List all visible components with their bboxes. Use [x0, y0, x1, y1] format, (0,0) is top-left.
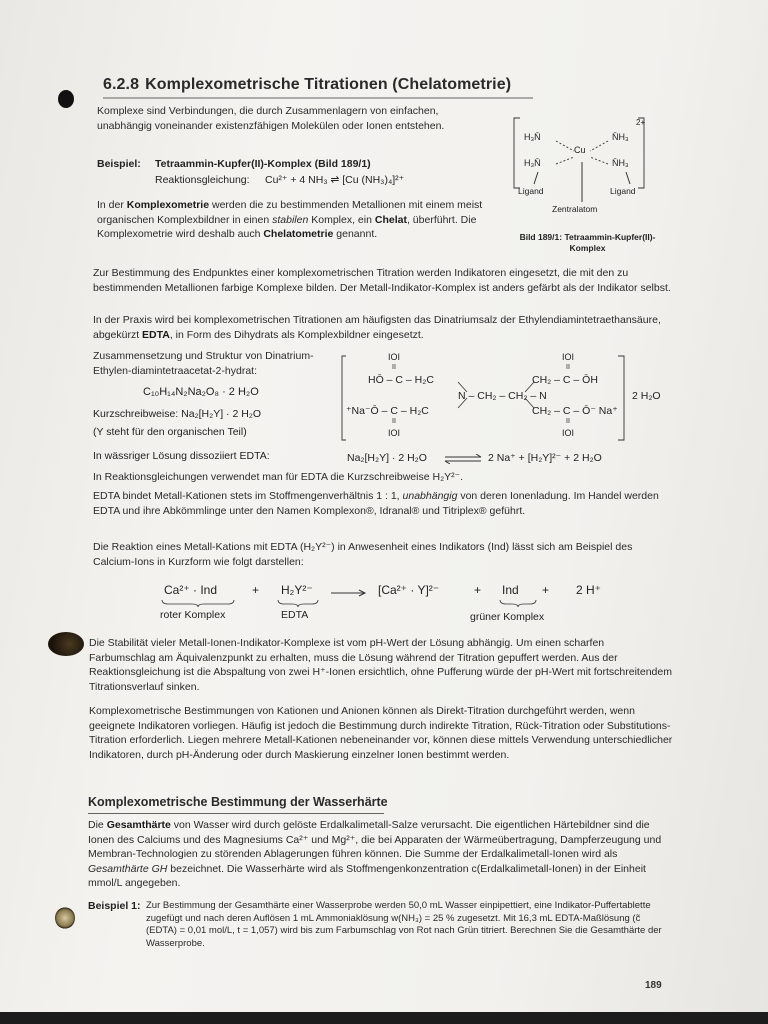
carbonyl-oxygen: IOI [562, 428, 575, 438]
section-heading [103, 76, 511, 94]
label-red-complex: roter Komplex [160, 609, 226, 621]
water-hardness-heading: Komplexometrische Bestimmung der Wasserhärte [88, 795, 388, 809]
reaction-intro: Die Reaktion eines Metall-Kations mit EDTA (H₂Y²⁻) in Anwesenheit eines Indikators (Ind) lässt sich am Beispiel des Calcium-Ions in Kurzform wie folgt darstellen: [93, 541, 633, 568]
edta-row1-right: CH₂ – C – ŌH [532, 374, 598, 386]
equation-label: Reaktionsgleichung: [155, 174, 250, 186]
heading-underline [103, 96, 533, 100]
reaction-term-protons: 2 H⁺ [576, 583, 602, 597]
tetraammin-figure [512, 114, 650, 218]
intro-text: Komplexe sind Verbindungen, die durch Zusammenlagern von einfachen, unabhängig voneinander existenzfähigen Molekülen oder Ionen entstehen. [97, 105, 445, 132]
edta-short-label: Kurzschreibweise: Na₂[H₂Y] · 2 H₂O [93, 408, 262, 420]
carbonyl-oxygen: IOI [562, 352, 575, 362]
scan-edge [0, 1012, 768, 1024]
stability-paragraph: Die Stabilität vieler Metall-Ionen-Indikator-Komplexe ist vom pH-Wert der Lösung abhängig. Um einen scharfen Farbumschlag am Äquivalenzpunkt zu erhalten, muss die Lösung während der Titration gepuffert werden. Aus der Reaktionsgleichung ist die Abspaltung von zwei H⁺-Ionen ersichtlich, ohne Pufferung würde der pH-Wert mit fortschreitendem Titrationsverlauf sinken. [89, 637, 672, 693]
example-title: Tetraammin-Kupfer(II)-Komplex (Bild 189/1) [155, 158, 371, 170]
reaction-term-ca-ind: Ca²⁺ · Ind [164, 583, 218, 597]
ligand-nh3: N̄H₃ [612, 132, 629, 142]
hydrate-water: 2 H₂O [632, 390, 661, 402]
edta-intro: In der Praxis wird bei komplexometrischen Titrationen am häufigsten das Dinatriumsalz der Ethylendiamintetraethansäure, abgekürzt EDTA, in Form des Dihydrats als Komplexbildner eingesetzt. [93, 314, 661, 341]
double-bond: II [566, 418, 570, 425]
reaction-term-ca-y: [Ca²⁺ · Y]²⁻ [378, 583, 440, 597]
dissociation-label: In wässriger Lösung dissoziiert EDTA: [93, 450, 270, 462]
ligand-label: Ligand [610, 186, 636, 196]
ligand-nh3: N̄H₃ [612, 158, 629, 168]
reaction-term-ind: Ind [502, 583, 519, 597]
section-number: 6.2.8 [103, 76, 140, 93]
edta-binding-paragraph: EDTA bindet Metall-Kationen stets im Stoffmengenverhältnis 1 : 1, unabhängig von deren Ionenladung. Im Handel werden EDTA und ihre Abkömmlinge unter den Namen Komplexon®, Idranal® und Titriplex® geführt. [93, 490, 659, 517]
edta-row2-left: ⁺Na⁻Ō – C – H₂C [346, 405, 429, 417]
ligand-label: Ligand [518, 186, 544, 196]
underbraces [158, 598, 578, 608]
titration-methods-paragraph: Komplexometrische Bestimmungen von Kationen und Anionen können als Direkt-Titration durchgeführt werden, wenn geeignete Indikatoren vorliegen. Häufig ist jedoch die Bestimmung durch indirekte Titration, Rück-Titration oder Substitutions-Titration erforderlich. Liegen mehrere Metall-Kationen nebeneinander vor, können diese mittels Verwendung unterschiedlicher Indikatoren, durch pH-Änderung oder durch Maskierung einzelner Ionen bestimmt werden. [89, 705, 673, 761]
section-title: Komplexometrische Titrationen (Chelatometrie) [145, 76, 512, 93]
example1-text: Zur Bestimmung der Gesamthärte einer Wasserprobe werden 50,0 mL Wasser einpipettiert, eine Indikator-Puffertablette zugefügt und nach deren Auflösen 1 mL Ammoniaklösung w(NH₃) = 25 % zugesetzt. Mit 16,3 mL EDTA-Maßlösung (c̃ (EDTA) = 0,01 mol/L, t = 1,057) wird bis zum Farbumschlag von Rot nach Grün titriert. Berechnen Sie die Gesamthärte der Wasserprobe. [146, 900, 662, 949]
reaction-term-edta: H₂Y²⁻ [281, 583, 313, 597]
water-hardness-paragraph: Die Gesamthärte von Wasser wird durch gelöste Erdalkalimetall-Salze verursacht. Die eigentlichen Härtebildner sind die Ionen des Calciums und des Magnesiums Ca²⁺ und Mg²⁺, die bei Apparaten der Wärmeübertragung, Dampferzeugung und Membran-Technologien zu störenden Ablagerungen führen können. Die Summe der Erdalkalimetall-Ionen wird als Gesamthärte GH bezeichnet. Die Wasserhärte wird als Stoffmengenkonzentration c(Erdalkalimetall-Ionen) in der Einheit mmol/L angegeben. [88, 819, 662, 889]
example-label: Beispiel: [97, 158, 141, 170]
punch-hole [55, 907, 75, 929]
label-green-complex: grüner Komplex [470, 611, 545, 623]
ligand-nh3: H₃N̄ [524, 132, 541, 142]
plus-sign: + [542, 583, 550, 597]
double-bond: II [392, 364, 396, 371]
label-edta: EDTA [281, 609, 309, 621]
reaction-arrow [329, 589, 369, 597]
short-form-note: In Reaktionsgleichungen verwendet man für EDTA die Kurzschreibweise H₂Y²⁻. [93, 471, 464, 483]
carbonyl-oxygen: IOI [388, 352, 401, 362]
equilibrium-arrow [443, 454, 483, 464]
ligand-nh3: H₃N̄ [524, 158, 541, 168]
central-atom-label: Zentralatom [552, 204, 598, 214]
dissociation-left: Na₂[H₂Y] · 2 H₂O [347, 452, 427, 464]
edta-formula: C₁₀H₁₄N₂Na₂O₈ · 2 H₂O [143, 386, 259, 398]
edta-short-note: (Y steht für den organischen Teil) [93, 426, 247, 438]
punch-hole [48, 632, 84, 656]
edta-row1-left: HŌ – C – H₂C [368, 374, 434, 386]
double-bond: II [566, 364, 570, 371]
complex-charge: 2+ [636, 118, 646, 127]
page-number: 189 [645, 980, 662, 991]
copper-equation: Cu²⁺ + 4 NH₃ ⇌ [Cu (NH₃)₄]²⁺ [265, 174, 405, 186]
sub-heading-underline [88, 812, 384, 815]
figure-caption: Bild 189/1: Tetraammin-Kupfer(II)-Komplex [519, 232, 656, 253]
dissociation-right: 2 Na⁺ + [H₂Y]²⁻ + 2 H₂O [488, 452, 602, 464]
plus-sign: + [474, 583, 482, 597]
example1-label: Beispiel 1: [88, 900, 141, 912]
punch-hole [58, 90, 74, 108]
central-atom-cu: Cu [574, 145, 586, 155]
edta-composition-label: Zusammensetzung und Struktur von Dinatrium-Ethylen-diamintetraacetat-2-hydrat: [93, 350, 314, 377]
indicator-paragraph: Zur Bestimmung des Endpunktes einer komplexometrischen Titration werden Indikatoren eingesetzt, die mit den zu bestimmenden Metallionen farbige Komplexe bilden. Der Metall-Indikator-Komplex ist anders gefärbt als der Indikator selbst. [93, 267, 671, 294]
complexometry-definition: In der Komplexometrie werden die zu bestimmenden Metallionen mit einem meist organischen Komplexbildner in einen stabilen Komplex, ein Chelat, überführt. Die Komplexometrie wird deshalb auch Chelatometrie genannt. [97, 199, 483, 240]
double-bond: II [392, 418, 396, 425]
edta-backbone: N – CH₂ – CH₂ – N [458, 390, 547, 402]
edta-row2-right: CH₂ – C – Ō⁻ Na⁺ [532, 405, 618, 417]
carbonyl-oxygen: IOI [388, 428, 401, 438]
plus-sign: + [252, 583, 260, 597]
